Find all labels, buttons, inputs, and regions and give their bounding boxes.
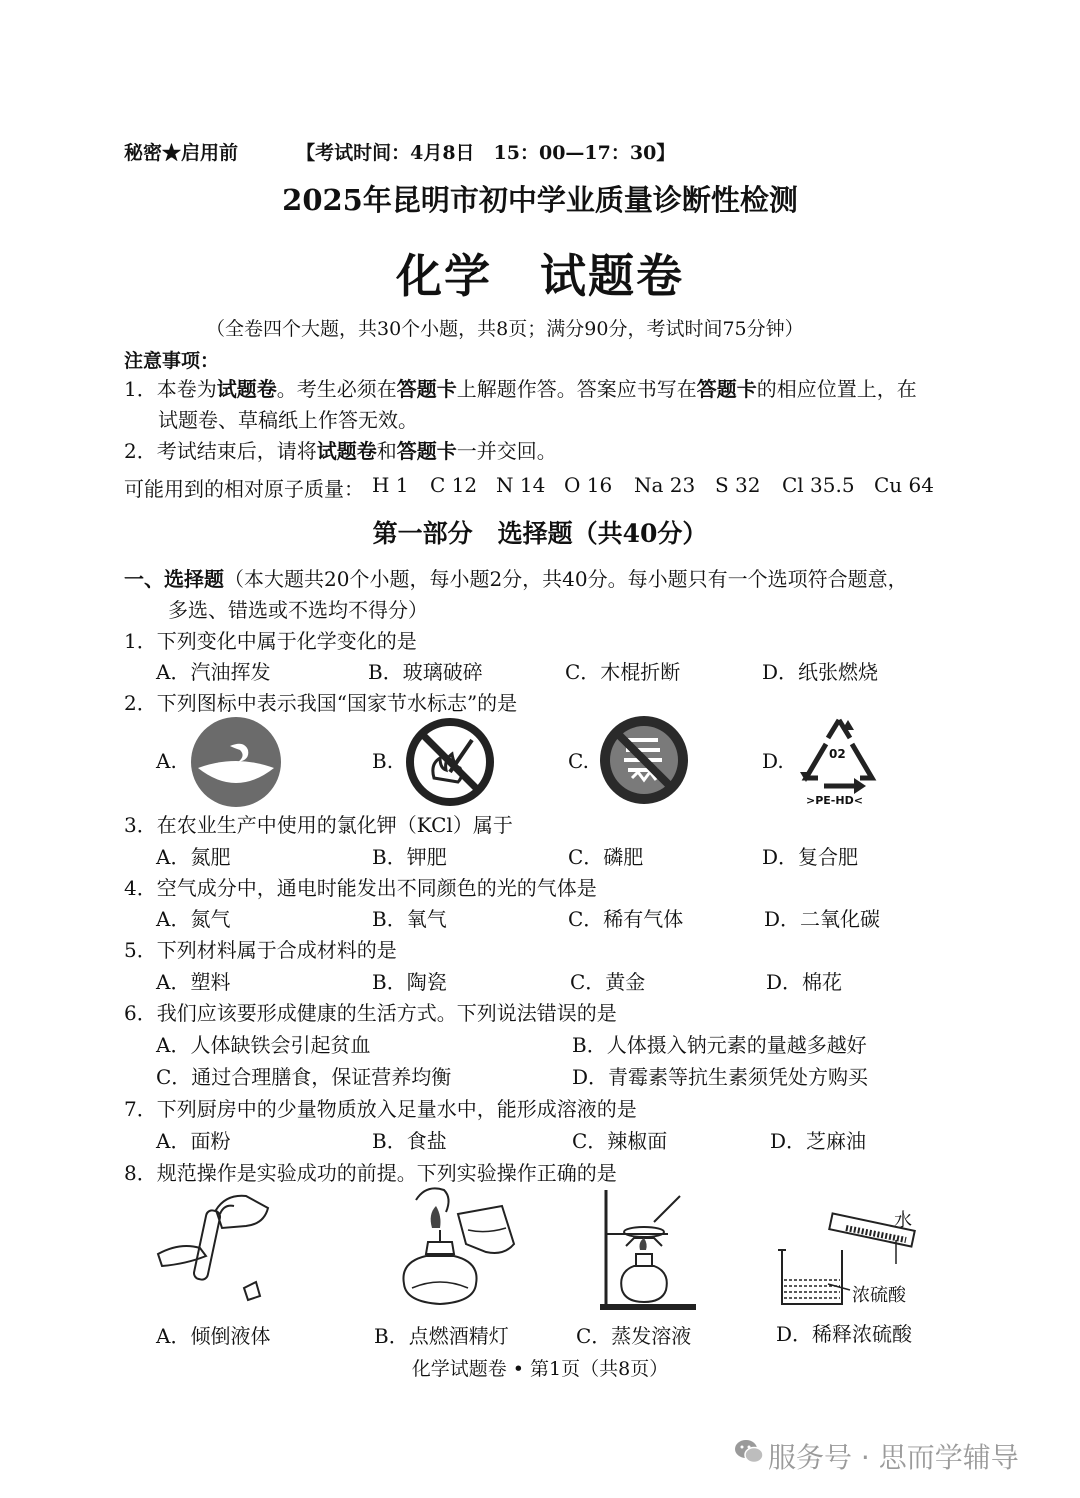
- notes-heading: 注意事项：: [124, 350, 220, 372]
- watermark: 服务号 · 思而学辅导: [768, 1441, 1019, 1474]
- question-6-stem: 6．我们应该要形成健康的生活方式。下列说法错误的是: [124, 1001, 617, 1025]
- question-2-stem: 2．下列图标中表示我国“国家节水标志”的是: [124, 691, 518, 715]
- section1-heading: 一、选择题（本大题共20个小题，每小题2分，共40分。每小题只有一个选项符合题意，: [124, 567, 908, 591]
- q7-option-a: A．面粉: [156, 1129, 231, 1153]
- q3-option-b: B．钾肥: [372, 845, 447, 869]
- q4-option-a: A．氮气: [156, 907, 231, 931]
- pouring-liquid-illustration: [156, 1190, 282, 1308]
- mass-c: C 12: [430, 473, 478, 497]
- q6-option-b: B．人体摄入钠元素的量越多越好: [572, 1033, 867, 1057]
- q4-option-c: C．稀有气体: [568, 907, 684, 931]
- mass-o: O 16: [564, 473, 613, 497]
- note-item-1-line2: 试题卷、草稿纸上作答无效。: [158, 408, 418, 432]
- q6-option-c: C．通过合理膳食，保证营养均衡: [156, 1065, 452, 1089]
- evaporation-illustration: [598, 1186, 698, 1312]
- q2-option-d: D.: [762, 749, 784, 773]
- question-4-stem: 4．空气成分中，通电时能发出不同颜色的光的气体是: [124, 876, 597, 900]
- q7-option-c: C．辣椒面: [572, 1129, 668, 1153]
- label-acid: 浓硫酸: [852, 1285, 906, 1306]
- water-saving-sign-icon: [190, 716, 282, 808]
- label-water: 水: [894, 1210, 912, 1231]
- q3-option-a: A．氮肥: [156, 845, 231, 869]
- no-fire-sign-icon: [404, 716, 496, 808]
- recycle-label: >PE-HD<: [806, 794, 863, 807]
- question-3-stem: 3．在农业生产中使用的氯化钾（KCl）属于: [124, 813, 513, 837]
- mass-cl: Cl 35.5: [782, 473, 855, 497]
- mass-cu: Cu 64: [874, 473, 934, 497]
- q3-option-c: C．磷肥: [568, 845, 644, 869]
- mass-h: H 1: [372, 473, 409, 497]
- q7-option-d: D．芝麻油: [770, 1129, 867, 1153]
- question-7-stem: 7．下列厨房中的少量物质放入足量水中，能形成溶液的是: [124, 1097, 637, 1121]
- q2-option-a: A.: [156, 749, 177, 773]
- q6-option-a: A．人体缺铁会引起贫血: [156, 1033, 371, 1057]
- mass-s: S 32: [715, 473, 761, 497]
- mass-na: Na 23: [634, 473, 696, 497]
- exam-time: 【考试时间：4月8日 15：00—17：30】: [296, 142, 676, 164]
- q5-option-a: A．塑料: [156, 970, 231, 994]
- recycle-code: 02: [829, 747, 846, 761]
- q1-option-b: B．玻璃破碎: [368, 660, 483, 684]
- q3-option-d: D．复合肥: [762, 845, 859, 869]
- q6-option-d: D．青霉素等抗生素须凭处方购买: [572, 1065, 869, 1089]
- q2-option-c: C.: [568, 749, 589, 773]
- q4-option-d: D．二氧化碳: [764, 907, 881, 931]
- note-item-1: 1．本卷为试题卷。考生必须在答题卡上解题作答。答案应书写在答题卡的相应位置上，在: [124, 377, 917, 401]
- exam-title: 2025年昆明市初中学业质量诊断性检测: [282, 183, 798, 217]
- q5-option-c: C．黄金: [570, 970, 646, 994]
- q1-option-c: C．木棍折断: [565, 660, 681, 684]
- exam-subtitle: 化学 试题卷: [396, 249, 684, 303]
- atomic-masses-label: 可能用到的相对原子质量：: [124, 477, 364, 501]
- alcohol-lamp-lighting-illustration: [396, 1184, 524, 1316]
- exam-header: [124, 138, 675, 165]
- wechat-icon: [734, 1438, 764, 1466]
- secret-mark: 秘密★启用前: [124, 142, 239, 164]
- q5-option-d: D．棉花: [766, 970, 843, 994]
- exam-summary: （全卷四个大题，共30个小题，共8页；满分90分，考试时间75分钟）: [206, 318, 804, 340]
- question-1-stem: 1．下列变化中属于化学变化的是: [124, 629, 417, 653]
- page-footer: 化学试题卷 • 第1页（共8页）: [411, 1358, 669, 1380]
- question-8-stem: 8．规范操作是实验成功的前提。下列实验操作正确的是: [124, 1161, 617, 1185]
- question-5-stem: 5．下列材料属于合成材料的是: [124, 938, 397, 962]
- q4-option-b: B．氧气: [372, 907, 447, 931]
- q1-option-a: A．汽油挥发: [156, 660, 271, 684]
- mass-n: N 14: [496, 473, 546, 497]
- no-logging-sign-icon: [598, 714, 690, 806]
- q8-option-c: C．蒸发溶液: [576, 1324, 692, 1348]
- q8-option-d: D．稀释浓硫酸: [776, 1322, 913, 1346]
- section1-desc2: 多选、错选或不选均不得分）: [168, 598, 428, 622]
- q2-option-b: B.: [372, 749, 394, 773]
- q1-option-d: D．纸张燃烧: [762, 660, 879, 684]
- q8-option-b: B．点燃酒精灯: [374, 1324, 509, 1348]
- q7-option-b: B．食盐: [372, 1129, 447, 1153]
- note-item-2: 2．考试结束后，请将试题卷和答题卡一并交回。: [124, 439, 557, 463]
- q5-option-b: B．陶瓷: [372, 970, 447, 994]
- q8-option-a: A．倾倒液体: [156, 1324, 271, 1348]
- part1-title: 第一部分 选择题（共40分）: [372, 519, 708, 548]
